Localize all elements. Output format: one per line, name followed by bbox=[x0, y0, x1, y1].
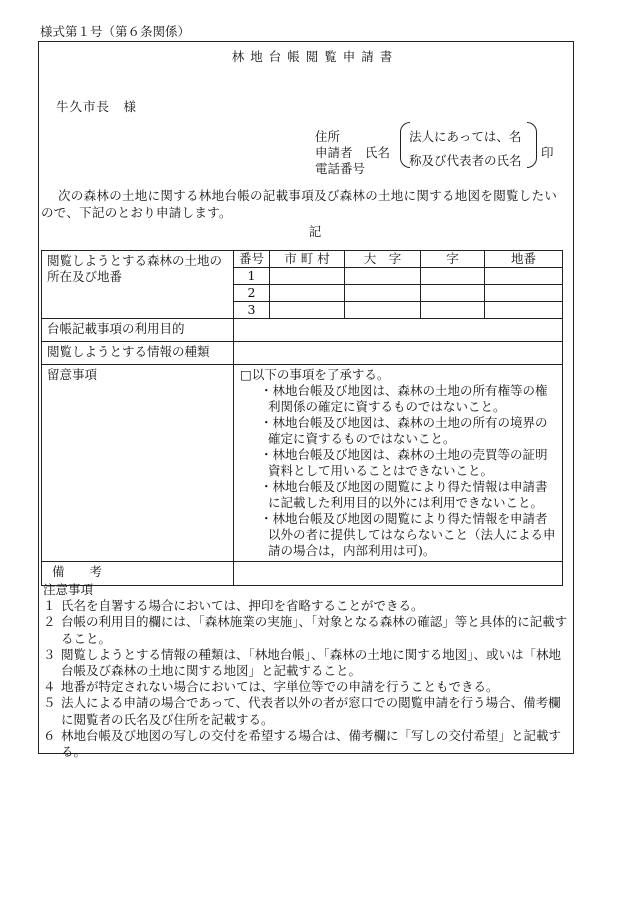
col-header-number: 番号 bbox=[234, 251, 270, 268]
note-item: ・林地台帳及び地図は、森林の土地の所有権等の権利関係の確定に資するものではないこと。 bbox=[260, 383, 548, 414]
lot-cell[interactable] bbox=[485, 268, 563, 285]
recipient: 牛久市長 様 bbox=[56, 99, 138, 114]
oaza-cell[interactable] bbox=[345, 268, 421, 285]
col-header-aza: 字 bbox=[421, 251, 485, 268]
footnote-item: ５ 法人による申請の場合であって、代表者以外の者が窓口での閲覧申請を行う場合、備考欄に閲覧者の氏名及び住所を記載する。 bbox=[43, 695, 561, 727]
footnotes-heading: 注意事項 bbox=[43, 582, 94, 597]
oaza-cell[interactable] bbox=[345, 285, 421, 302]
corp-note-line2: 称及び代表者の氏名 bbox=[409, 153, 522, 168]
aza-cell[interactable] bbox=[421, 268, 485, 285]
footnote-item: １ 氏名を自署する場合においては、押印を省略することができる。 bbox=[43, 598, 424, 614]
footnote-item: ３ 閲覧しようとする情報の種類は、「林地台帳」、「森林の土地に関する地図」、或いは「林地台帳及び森林の土地に関する地図」と記載すること。 bbox=[43, 646, 562, 679]
notes-label: 留意事項 bbox=[42, 365, 234, 562]
col-header-oaza: 大 字 bbox=[345, 251, 421, 268]
notes-cell bbox=[234, 365, 563, 562]
footnote-item: ２ 台帳の利用目的欄には、「森林施業の実施」、「対象となる森林の確認」等と具体的に記載すること。 bbox=[43, 614, 568, 646]
intro-line-1: 次の森林の土地に関する林地台帳の記載事項及び森林の土地に関する地図を閲覧したい bbox=[58, 188, 558, 203]
municipality-cell[interactable] bbox=[270, 302, 345, 319]
acknowledge-text: 以下の事項を了承する。 bbox=[251, 367, 390, 382]
municipality-cell[interactable] bbox=[270, 285, 345, 302]
phone-label: 電話番号 bbox=[315, 161, 366, 176]
acknowledge-checkbox[interactable]: □ bbox=[240, 367, 252, 382]
aza-cell[interactable] bbox=[421, 285, 485, 302]
intro-line-2: ので、下記のとおり申請します。 bbox=[41, 205, 232, 220]
address-label: 住所 bbox=[315, 129, 341, 144]
footnote-item: ４ 地番が特定されない場合においては、字単位等での申請を行うこともできる。 bbox=[43, 679, 499, 695]
note-item: ・林地台帳及び地図は、森林の土地の所有の境界の確定に資するものではないこと。 bbox=[260, 415, 548, 446]
row-number: 1 bbox=[234, 268, 270, 285]
purpose-field[interactable] bbox=[234, 319, 563, 342]
location-label: 閲覧しようとする森林の土地の所在及び地番 bbox=[42, 251, 234, 319]
municipality-cell[interactable] bbox=[270, 268, 345, 285]
form-number: 様式第１号（第６条関係） bbox=[40, 24, 191, 39]
seal-mark: 印 bbox=[541, 145, 554, 160]
note-item: ・林地台帳及び地図は、森林の土地の売買等の証明資料として用いることはできないこと。 bbox=[260, 447, 548, 478]
footnote-item: ６ 林地台帳及び地図の写しの交付を希望する場合は、備考欄に「写しの交付希望」と記載する。 bbox=[43, 727, 562, 760]
form-title: 林地台帳閲覧申請書 bbox=[231, 49, 399, 64]
corp-note-line1: 法人にあっては、名 bbox=[409, 129, 522, 144]
footnotes bbox=[43, 582, 571, 760]
ki-heading: 記 bbox=[308, 224, 322, 239]
note-item: ・林地台帳及び地図の閲覧により得た情報は申請書に記載した利用目的以外には利用できないこと。 bbox=[260, 479, 548, 510]
applicant-name-label: 申請者 氏名 bbox=[315, 145, 391, 160]
lot-cell[interactable] bbox=[485, 285, 563, 302]
info-type-label: 閲覧しようとする情報の種類 bbox=[42, 342, 234, 365]
info-type-field[interactable] bbox=[234, 342, 563, 365]
application-table bbox=[41, 250, 563, 586]
purpose-label: 台帳記載事項の利用目的 bbox=[42, 319, 234, 342]
row-number: 3 bbox=[234, 302, 270, 319]
lot-cell[interactable] bbox=[485, 302, 563, 319]
oaza-cell[interactable] bbox=[345, 302, 421, 319]
col-header-lot: 地番 bbox=[485, 251, 563, 268]
row-number: 2 bbox=[234, 285, 270, 302]
aza-cell[interactable] bbox=[421, 302, 485, 319]
bracket-right bbox=[527, 122, 537, 168]
note-item: ・林地台帳及び地図の閲覧により得た情報を申請者以外の者に提供してはならないこと（法人による申請の場合は，内部利用は可)。 bbox=[260, 511, 556, 558]
col-header-municipality: 市 町 村 bbox=[270, 251, 345, 268]
remarks-label: 備 考 bbox=[42, 562, 234, 586]
